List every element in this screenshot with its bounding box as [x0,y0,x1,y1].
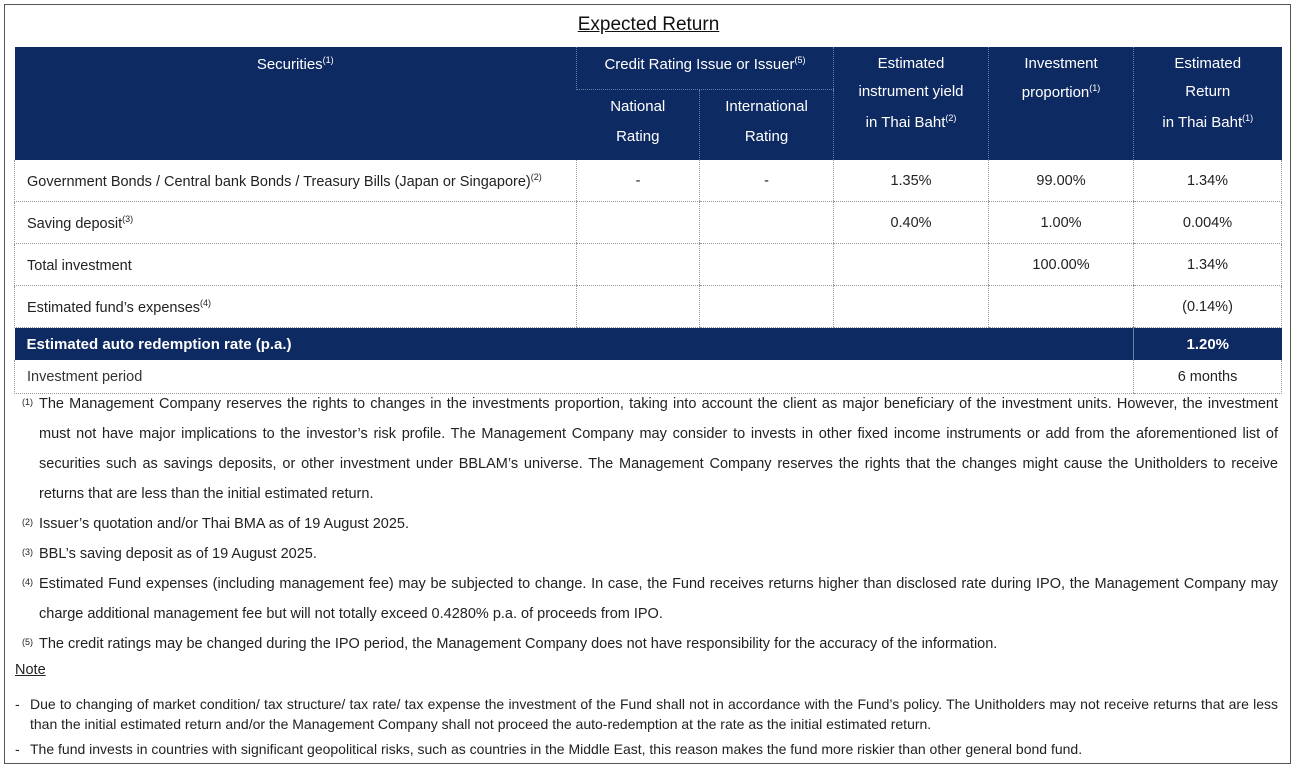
expected-return-table [14,47,1282,394]
yield-value: 1.35% [834,160,989,202]
note-bullet-2: - The fund invests in countries with significant geopolitical risks, such as countries in the Middle East, this reason makes the fund more riskier than other general bond fund. [15,741,1083,757]
header-international-rating: International Rating [700,90,834,161]
footnote-3: (3) BBL’s saving deposit as of 19 August 2025. [22,546,317,562]
proportion-value: 1.00% [989,202,1134,244]
yield-value: 0.40% [834,202,989,244]
security-name: Saving deposit$^{(3)}$ [15,202,577,244]
return-value: 1.34% [1134,160,1282,202]
redemption-row [15,328,1282,361]
security-name: Estimated fund’s expenses$^{(4)}$ [15,286,577,328]
header-estimated-return: Estimated Return in Thai Baht$^{(1)}$ [1134,47,1282,160]
table-row [15,286,1282,328]
international-rating-value [700,244,834,286]
redemption-value: 1.20% [1134,328,1282,361]
international-rating-value [700,202,834,244]
security-name: Total investment [15,244,577,286]
proportion-value: 99.00% [989,160,1134,202]
yield-value [834,286,989,328]
footnote-4: (4) Estimated Fund expenses (including management fee) may be subjected to change. In case, the Fund receives returns higher than disclosed rate during IPO, the Management Company may charge additional management fee but will not totally exceed 0.4280% p.a. of proceeds from IPO. [22,576,1278,622]
header-credit-rating: Credit Rating Issue or Issuer$^{(5)}$ [577,47,834,90]
security-name: Government Bonds / Central bank Bonds / Treasury Bills (Japan or Singapore)$^{(2)}$ [15,160,577,202]
footnote-5: (5) The credit ratings may be changed during the IPO period, the Management Company does not have responsibility for the accuracy of the information. [22,636,998,652]
page-title: Expected Return [577,14,720,35]
header-securities: Securities$^{(1)}$ [15,47,577,160]
yield-value [834,244,989,286]
period-value: 6 months [1134,360,1282,394]
international-rating-value: - [700,160,834,202]
national-rating-value [577,202,700,244]
proportion-value: 100.00% [989,244,1134,286]
footnote-2: (2) Issuer’s quotation and/or Thai BMA as of 19 August 2025. [22,516,409,532]
period-label: Investment period [15,360,1134,394]
national-rating-value: - [577,160,700,202]
national-rating-value [577,286,700,328]
header-national-rating: National Rating [577,90,700,161]
return-value: (0.14%) [1134,286,1282,328]
international-rating-value [700,286,834,328]
table-row [15,244,1282,286]
footnote-1: (1) The Management Company reserves the rights to changes in the investments proportion, taking into account the client as major beneficiary of the investment units. However, the investment must not have major implications to the investor’s risk profile. The Management Company may consider to invests in other fixed income instruments or add from the aforementioned list of securities such as savings deposits, or other investment under BBLAM’s universe. The Management Company reserves the rights that the changes might cause the Unitholders to receive returns that are less than the initial estimated return. [22,396,1278,502]
national-rating-value [577,244,700,286]
redemption-label: Estimated auto redemption rate (p.a.) [15,328,1134,361]
return-value: 0.004% [1134,202,1282,244]
header-investment-proportion: Investment proportion$^{(1)}$ [989,47,1134,160]
table-row [15,202,1282,244]
return-value: 1.34% [1134,244,1282,286]
note-bullet-1: - Due to changing of market condition/ tax structure/ tax rate/ tax expense the investment of the Fund shall not in accordance with the Fund’s policy. The Unitholders may not receive returns that are less than the initial estimated return and/or the Management Company shall not proceed the auto-redemption at the rate as the initial estimated return. [15,696,1278,732]
header-estimated-yield: Estimated instrument yield in Thai Baht$^{(2)}$ [834,47,989,160]
proportion-value [989,286,1134,328]
table-row [15,160,1282,202]
note-title: Note [15,662,46,678]
